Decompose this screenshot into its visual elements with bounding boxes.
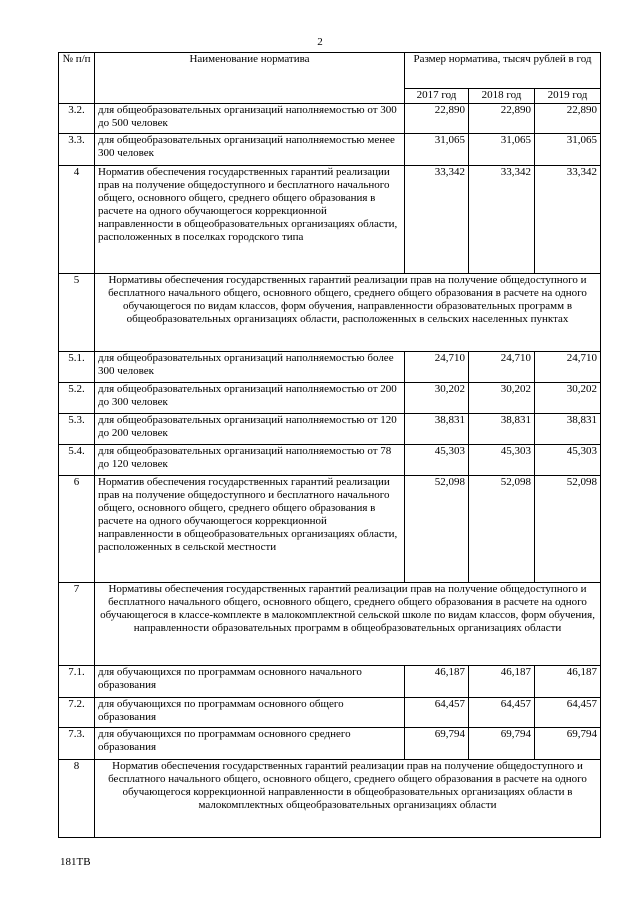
table-row: [59, 414, 601, 445]
section-title: Нормативы обеспечения государственных гарантий реализации прав на получение общедоступного и бесплатного начального общего, основного общего, среднего общего образования в расчете на одного обучающегося в классе-комплекте в малокомплектной сельской школе по видам классов, форм обучения, направленности образовательных программ в общеобразовательных организациях области: [95, 583, 601, 666]
table-row: [59, 166, 601, 274]
header-year: 2019 год: [535, 89, 601, 104]
section-number: 5: [59, 274, 95, 352]
row-value-2019: 33,342: [535, 166, 601, 274]
row-value-2018: 22,890: [469, 104, 535, 134]
header-size: Размер норматива, тысяч рублей в год: [405, 53, 601, 89]
table-row: [59, 445, 601, 476]
row-number: 5.4.: [59, 445, 95, 476]
document-code: 181ТВ: [60, 856, 91, 868]
row-name: для общеобразовательных организаций наполняемостью от 78 до 120 человек: [95, 445, 405, 476]
row-value-2018: 45,303: [469, 445, 535, 476]
row-number: 3.3.: [59, 134, 95, 166]
row-number: 6: [59, 476, 95, 583]
row-value-2018: 31,065: [469, 134, 535, 166]
section-row: [59, 760, 601, 838]
header-year: 2018 год: [469, 89, 535, 104]
row-name: Норматив обеспечения государственных гарантий реализации прав на получение общедоступного и бесплатного начального общего, основного общего, среднего общего образования в расчете на одного обучающегося коррекционной направленности в общеобразовательных организациях области, расположенных в поселках городского типа: [95, 166, 405, 274]
row-value-2018: 52,098: [469, 476, 535, 583]
section-row: [59, 583, 601, 666]
table-row: [59, 134, 601, 166]
row-value-2019: 22,890: [535, 104, 601, 134]
row-value-2017: 30,202: [405, 383, 469, 414]
row-name: Норматив обеспечения государственных гарантий реализации прав на получение общедоступного и бесплатного начального общего, основного общего, среднего общего образования в расчете на одного обучающегося коррекционной направленности в общеобразовательных организациях области, расположенных в сельской местности: [95, 476, 405, 583]
row-value-2018: 33,342: [469, 166, 535, 274]
row-number: 4: [59, 166, 95, 274]
table-row: [59, 666, 601, 698]
row-name: для обучающихся по программам основного начального образования: [95, 666, 405, 698]
row-name: для общеобразовательных организаций наполняемостью от 120 до 200 человек: [95, 414, 405, 445]
row-value-2019: 46,187: [535, 666, 601, 698]
row-value-2019: 30,202: [535, 383, 601, 414]
row-value-2017: 46,187: [405, 666, 469, 698]
row-number: 7.3.: [59, 728, 95, 760]
row-value-2017: 64,457: [405, 698, 469, 728]
row-number: 7.1.: [59, 666, 95, 698]
row-name: для обучающихся по программам основного среднего образования: [95, 728, 405, 760]
row-value-2019: 69,794: [535, 728, 601, 760]
row-value-2018: 24,710: [469, 352, 535, 383]
row-name: для общеобразовательных организаций наполняемостью от 200 до 300 человек: [95, 383, 405, 414]
row-value-2018: 38,831: [469, 414, 535, 445]
page-number: 2: [317, 36, 323, 48]
row-name: для обучающихся по программам основного общего образования: [95, 698, 405, 728]
row-value-2017: 22,890: [405, 104, 469, 134]
row-value-2019: 38,831: [535, 414, 601, 445]
norms-table: [58, 52, 601, 838]
row-name: для общеобразовательных организаций наполняемостью от 300 до 500 человек: [95, 104, 405, 134]
row-value-2017: 69,794: [405, 728, 469, 760]
row-value-2019: 45,303: [535, 445, 601, 476]
row-value-2017: 24,710: [405, 352, 469, 383]
row-number: 5.3.: [59, 414, 95, 445]
row-value-2019: 31,065: [535, 134, 601, 166]
row-value-2017: 38,831: [405, 414, 469, 445]
section-number: 7: [59, 583, 95, 666]
table-row: [59, 352, 601, 383]
row-name: для общеобразовательных организаций наполняемостью менее 300 человек: [95, 134, 405, 166]
row-number: 3.2.: [59, 104, 95, 134]
section-row: [59, 274, 601, 352]
table-row: [59, 383, 601, 414]
row-value-2019: 64,457: [535, 698, 601, 728]
row-value-2017: 31,065: [405, 134, 469, 166]
row-number: 7.2.: [59, 698, 95, 728]
section-number: 8: [59, 760, 95, 838]
row-number: 5.1.: [59, 352, 95, 383]
row-value-2018: 46,187: [469, 666, 535, 698]
row-value-2017: 52,098: [405, 476, 469, 583]
section-title: Нормативы обеспечения государственных гарантий реализации прав на получение общедоступного и бесплатного начального общего, основного общего, среднего общего образования в расчете на одного обучающегося по видам классов, форм обучения, направленности образовательных программ в общеобразовательных организациях области, расположенных в сельских населенных пунктах: [95, 274, 601, 352]
row-value-2019: 24,710: [535, 352, 601, 383]
row-value-2018: 30,202: [469, 383, 535, 414]
row-number: 5.2.: [59, 383, 95, 414]
header-row: [59, 53, 601, 89]
table-row: [59, 476, 601, 583]
row-value-2019: 52,098: [535, 476, 601, 583]
row-name: для общеобразовательных организаций наполняемостью более 300 человек: [95, 352, 405, 383]
header-num: № п/п: [59, 53, 95, 104]
header-year: 2017 год: [405, 89, 469, 104]
row-value-2017: 33,342: [405, 166, 469, 274]
row-value-2018: 64,457: [469, 698, 535, 728]
table-row: [59, 104, 601, 134]
row-value-2018: 69,794: [469, 728, 535, 760]
table-row: [59, 698, 601, 728]
table-row: [59, 728, 601, 760]
header-name: Наименование норматива: [95, 53, 405, 104]
section-title: Норматив обеспечения государственных гарантий реализации прав на получение общедоступного и бесплатного начального общего, основного общего, среднего общего образования в расчете на одного обучающегося коррекционной направленности в общеобразовательных организациях области в малокомплектных общеобразовательных организациях области: [95, 760, 601, 838]
row-value-2017: 45,303: [405, 445, 469, 476]
